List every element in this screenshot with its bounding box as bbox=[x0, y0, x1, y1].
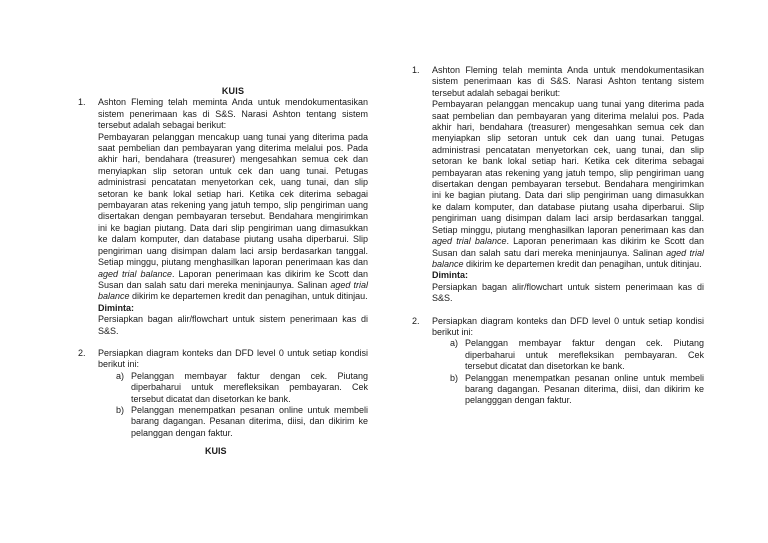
item-a-letter-right: a) bbox=[450, 338, 459, 349]
question-1-intro: Ashton Fleming telah meminta Anda untuk mendokumentasikan sistem penerimaan kas di S&S. Narasi Ashton tentang sistem tersebut adalah sebagai berikut: bbox=[98, 97, 368, 131]
question-1-narrative bbox=[98, 132, 368, 303]
narrative-part-1-right: Pembayaran pelanggan mencakup uang tunai yang diterima pada saat pembelian dan pembayaran yang diterima melalui pos. Pada akhir hari, bendahara (treasurer) mengesahkan semua cek dan menyiapkan slip setoran untuk cek dan uang tunai. Petugas administrasi pencatatan menyetorkan cek, uang tunai, dan slip setoran ke bank lokal setiap hari. Ketika cek diterima sebagai pembayaran atas rekening yang jatuh tempo, slip pengiriman uang disertakan dengan pembayaran tersebut. Bendahara mengirimkan ini ke bagian piutang. Data dari slip pengiriman uang dimasukkan ke dalam komputer, dan database piutang usaha diperbarui. Slip pengiriman uang disimpan dalam laci arsip berdasarkan tanggal. Setiap minggu, piutang menghasilkan laporan penerimaan kas dan bbox=[432, 99, 704, 235]
narrative-emphasis-2-right: aged trial balance bbox=[432, 247, 704, 269]
question-1 bbox=[78, 97, 368, 337]
question-2-item-b bbox=[98, 405, 368, 439]
narrative-emphasis-1: aged trial balance bbox=[98, 268, 173, 279]
question-1-intro-right: Ashton Fleming telah meminta Anda untuk mendokumentasikan sistem penerimaan kas di S&S. Narasi Ashton tentang sistem tersebut adalah sebagai berikut: bbox=[432, 65, 704, 98]
diminta-label-right: Diminta: bbox=[432, 270, 468, 281]
question-2-intro-right: Persiapkan diagram konteks dan DFD level 0 untuk setiap kondisi berikut ini: bbox=[432, 315, 704, 337]
question-2 bbox=[78, 348, 368, 439]
narrative-part-1: Pembayaran pelanggan mencakup uang tunai yang diterima pada saat pembelian dan pembayaran yang diterima melalui pos. Pada akhir hari, bendahara (treasurer) mengesahkan semua cek dan menyiapkan slip setoran untuk cek dan uang tunai. Petugas administrasi pencatatan menyetorkan cek, uang tunai, dan slip setoran ke bank lokal setiap hari. Ketika cek diterima sebagai pembayaran atas rekening yang jatuh tempo, slip pengiriman uang disertakan dengan pembayaran tersebut. Bendahara mengirimkan ini ke bagian piutang. Data dari slip pengiriman uang dimasukkan ke dalam komputer, dan database piutang usaha diperbarui. Slip pengiriman uang disimpan dalam laci arsip berdasarkan tanggal. Setiap minggu, piutang menghasilkan laporan penerimaan kas dan bbox=[98, 131, 368, 268]
narrative-part-2-right: . Laporan penerimaan kas dikirim ke Scott dan Susan dan salah satu dari mereka meninjaunya. Salinan bbox=[432, 236, 704, 258]
narrative-part-3-right: dikirim ke departemen kredit dan penagihan, untuk ditinjau. bbox=[463, 258, 702, 269]
question-1-number-right: 1. bbox=[412, 65, 420, 75]
question-2-number-right: 2. bbox=[412, 315, 420, 326]
quiz-title-bottom: KUIS bbox=[205, 446, 227, 456]
quiz-title: KUIS bbox=[221, 86, 245, 96]
question-1-number: 1. bbox=[78, 97, 86, 108]
question-2-intro: Persiapkan diagram konteks dan DFD level 0 untuk setiap kondisi berikut ini: bbox=[98, 347, 368, 370]
item-a-text: Pelanggan membayar faktur dengan cek. Piutang diperbaharui untuk merefleksikan pembayaran. Cek tersebut dicatat dan disetorkan ke bank. bbox=[131, 370, 368, 404]
question-2-number: 2. bbox=[78, 347, 86, 358]
item-b-text-right: Pelanggan menempatkan pesanan online untuk membeli barang dagangan. Pesanan diterima, diisi, dan dikirim ke pelangggan dengan faktur. bbox=[465, 372, 704, 406]
question-2-right bbox=[412, 316, 704, 407]
narrative-emphasis-1-right: aged trial balance bbox=[432, 236, 507, 247]
left-column bbox=[78, 86, 368, 439]
narrative-part-2: . Laporan penerimaan kas dikirim ke Scott dan Susan dan salah satu dari mereka meninjaunya. Salinan bbox=[98, 268, 368, 290]
question-1-right bbox=[412, 65, 704, 305]
narrative-emphasis-2: aged trial balance bbox=[98, 279, 368, 302]
narrative-part-3: dikirim ke departemen kredit dan penagihan, untuk ditinjau. bbox=[129, 291, 368, 302]
item-a-letter: a) bbox=[116, 370, 125, 381]
diminta-text-right: Persiapkan bagan alir/flowchart untuk sistem penerimaan kas di S&S. bbox=[432, 281, 704, 304]
right-column bbox=[412, 65, 704, 407]
item-b-letter: b) bbox=[116, 404, 125, 415]
question-2-item-a bbox=[98, 371, 368, 405]
question-2-item-b-right bbox=[432, 373, 704, 407]
question-2-item-a-right bbox=[432, 338, 704, 372]
item-b-letter-right: b) bbox=[450, 372, 459, 383]
question-1-narrative-right bbox=[432, 99, 704, 270]
item-b-text: Pelanggan menempatkan pesanan online untuk membeli barang dagangan. Pesanan diterima, diisi, dan dikirim ke pelanggan dengan faktur. bbox=[131, 404, 368, 438]
item-a-text-right: Pelanggan membayar faktur dengan cek. Piutang diperbaharui untuk merefleksikan pembayaran. Cek tersebut dicatat dan disetorkan ke bank. bbox=[465, 338, 704, 372]
diminta-text: Persiapkan bagan alir/flowchart untuk sistem penerimaan kas di S&S. bbox=[98, 314, 368, 336]
diminta-label: Diminta: bbox=[98, 302, 134, 313]
